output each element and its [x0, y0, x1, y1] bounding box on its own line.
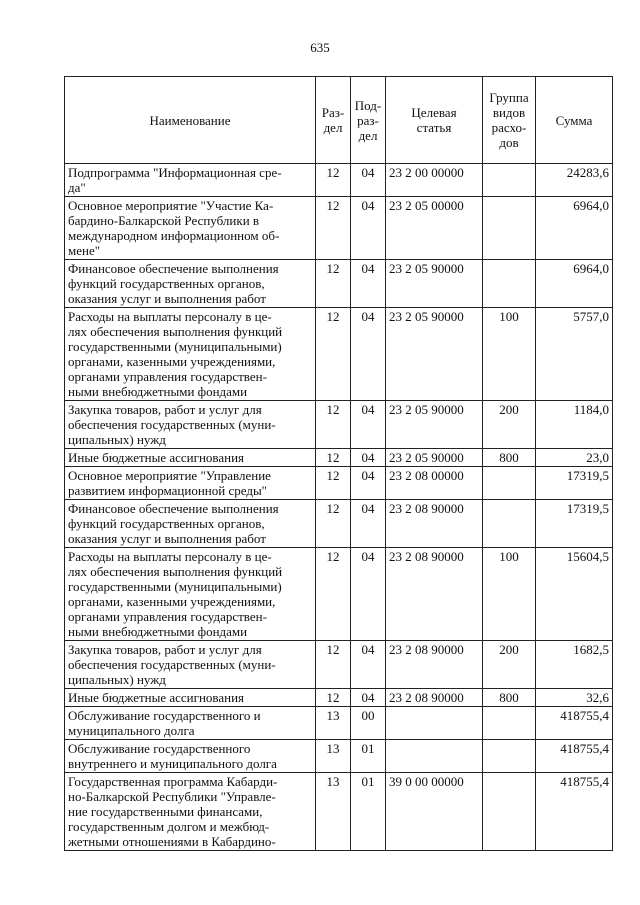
- cell-stat: 23 2 08 90000: [386, 500, 483, 548]
- cell-sum: 418755,4: [536, 740, 613, 773]
- cell-podrazdel: 04: [351, 689, 386, 707]
- cell-razdel: 12: [316, 197, 351, 260]
- cell-podrazdel: 04: [351, 260, 386, 308]
- cell-name: Закупка товаров, работ и услуг для обеспечения государственных (муни- ципальных) нужд: [65, 401, 316, 449]
- cell-razdel: 12: [316, 308, 351, 401]
- table-row: [65, 740, 613, 773]
- cell-grp: [483, 164, 536, 197]
- table-row: [65, 197, 613, 260]
- cell-sum: 17319,5: [536, 467, 613, 500]
- cell-stat: 23 2 05 90000: [386, 308, 483, 401]
- cell-podrazdel: 04: [351, 164, 386, 197]
- table-row: [65, 449, 613, 467]
- cell-sum: 6964,0: [536, 260, 613, 308]
- cell-grp: 100: [483, 548, 536, 641]
- cell-name: Иные бюджетные ассигнования: [65, 689, 316, 707]
- table-row: [65, 260, 613, 308]
- cell-razdel: 12: [316, 467, 351, 500]
- cell-razdel: 12: [316, 689, 351, 707]
- cell-grp: 800: [483, 449, 536, 467]
- cell-name: Расходы на выплаты персоналу в це- лях обеспечения выполнения функций государственными (муниципальными) органами, казенными учреждениями, органами управления государствен- ными внебюджетными фондами: [65, 548, 316, 641]
- cell-name: Иные бюджетные ассигнования: [65, 449, 316, 467]
- budget-table: [64, 76, 613, 851]
- cell-sum: 418755,4: [536, 707, 613, 740]
- table-row: [65, 401, 613, 449]
- cell-podrazdel: 04: [351, 500, 386, 548]
- cell-razdel: 13: [316, 773, 351, 851]
- header-stat: Целевая статья: [386, 77, 483, 164]
- cell-stat: 23 2 08 90000: [386, 689, 483, 707]
- cell-podrazdel: 04: [351, 641, 386, 689]
- header-sum: Сумма: [536, 77, 613, 164]
- table-header: [65, 77, 613, 164]
- cell-name: Финансовое обеспечение выполнения функций государственных органов, оказания услуг и выполнения работ: [65, 500, 316, 548]
- cell-podrazdel: 04: [351, 449, 386, 467]
- cell-grp: 200: [483, 641, 536, 689]
- cell-podrazdel: 04: [351, 467, 386, 500]
- cell-razdel: 12: [316, 401, 351, 449]
- cell-razdel: 13: [316, 740, 351, 773]
- table-row: [65, 500, 613, 548]
- cell-sum: 418755,4: [536, 773, 613, 851]
- header-podrazdel: Под- раз- дел: [351, 77, 386, 164]
- cell-podrazdel: 01: [351, 773, 386, 851]
- cell-podrazdel: 04: [351, 401, 386, 449]
- cell-grp: [483, 740, 536, 773]
- table-row: [65, 548, 613, 641]
- table-row: [65, 467, 613, 500]
- cell-stat: [386, 707, 483, 740]
- cell-stat: 23 2 08 90000: [386, 548, 483, 641]
- cell-grp: [483, 467, 536, 500]
- cell-razdel: 12: [316, 449, 351, 467]
- cell-grp: [483, 260, 536, 308]
- cell-sum: 32,6: [536, 689, 613, 707]
- cell-name: Подпрограмма "Информационная сре- да": [65, 164, 316, 197]
- cell-name: Основное мероприятие "Управление развитием информационной среды": [65, 467, 316, 500]
- cell-grp: [483, 500, 536, 548]
- page-number: 635: [310, 40, 330, 55]
- table-row: [65, 308, 613, 401]
- cell-podrazdel: 04: [351, 308, 386, 401]
- cell-sum: 15604,5: [536, 548, 613, 641]
- cell-sum: 23,0: [536, 449, 613, 467]
- cell-grp: [483, 197, 536, 260]
- cell-stat: 23 2 05 00000: [386, 197, 483, 260]
- table-row: [65, 164, 613, 197]
- cell-podrazdel: 01: [351, 740, 386, 773]
- cell-sum: 1184,0: [536, 401, 613, 449]
- cell-podrazdel: 04: [351, 548, 386, 641]
- table-body: [65, 164, 613, 851]
- cell-grp: [483, 707, 536, 740]
- cell-name: Закупка товаров, работ и услуг для обеспечения государственных (муни- ципальных) нужд: [65, 641, 316, 689]
- cell-name: Финансовое обеспечение выполнения функций государственных органов, оказания услуг и выполнения работ: [65, 260, 316, 308]
- cell-sum: 5757,0: [536, 308, 613, 401]
- table-row: [65, 689, 613, 707]
- cell-grp: 100: [483, 308, 536, 401]
- table-row: [65, 641, 613, 689]
- cell-stat: [386, 740, 483, 773]
- cell-razdel: 13: [316, 707, 351, 740]
- cell-name: Обслуживание государственного и муниципального долга: [65, 707, 316, 740]
- cell-stat: 23 2 05 90000: [386, 449, 483, 467]
- cell-name: Государственная программа Кабарди- но-Балкарской Республики "Управле- ние государственными финансами, государственным долгом и межбюд- жетными отношениями в Кабардино-: [65, 773, 316, 851]
- cell-name: Обслуживание государственного внутреннего и муниципального долга: [65, 740, 316, 773]
- table-row: [65, 707, 613, 740]
- header-grp: Группа видов расхо- дов: [483, 77, 536, 164]
- cell-stat: 23 2 00 00000: [386, 164, 483, 197]
- cell-podrazdel: 00: [351, 707, 386, 740]
- cell-grp: [483, 773, 536, 851]
- cell-stat: 39 0 00 00000: [386, 773, 483, 851]
- cell-razdel: 12: [316, 164, 351, 197]
- cell-name: Основное мероприятие "Участие Ка- бардино-Балкарской Республики в международном информационном об- мене": [65, 197, 316, 260]
- cell-razdel: 12: [316, 641, 351, 689]
- cell-grp: 800: [483, 689, 536, 707]
- table-row: [65, 773, 613, 851]
- header-razdel: Раз- дел: [316, 77, 351, 164]
- cell-sum: 17319,5: [536, 500, 613, 548]
- cell-sum: 24283,6: [536, 164, 613, 197]
- cell-stat: 23 2 08 00000: [386, 467, 483, 500]
- cell-sum: 6964,0: [536, 197, 613, 260]
- cell-stat: 23 2 05 90000: [386, 260, 483, 308]
- header-row: [65, 77, 613, 164]
- cell-stat: 23 2 08 90000: [386, 641, 483, 689]
- cell-stat: 23 2 05 90000: [386, 401, 483, 449]
- cell-grp: 200: [483, 401, 536, 449]
- cell-razdel: 12: [316, 500, 351, 548]
- cell-name: Расходы на выплаты персоналу в це- лях обеспечения выполнения функций государственными (муниципальными) органами, казенными учреждениями, органами управления государствен- ными внебюджетными фондами: [65, 308, 316, 401]
- cell-podrazdel: 04: [351, 197, 386, 260]
- cell-razdel: 12: [316, 260, 351, 308]
- header-name: Наименование: [65, 77, 316, 164]
- cell-razdel: 12: [316, 548, 351, 641]
- cell-sum: 1682,5: [536, 641, 613, 689]
